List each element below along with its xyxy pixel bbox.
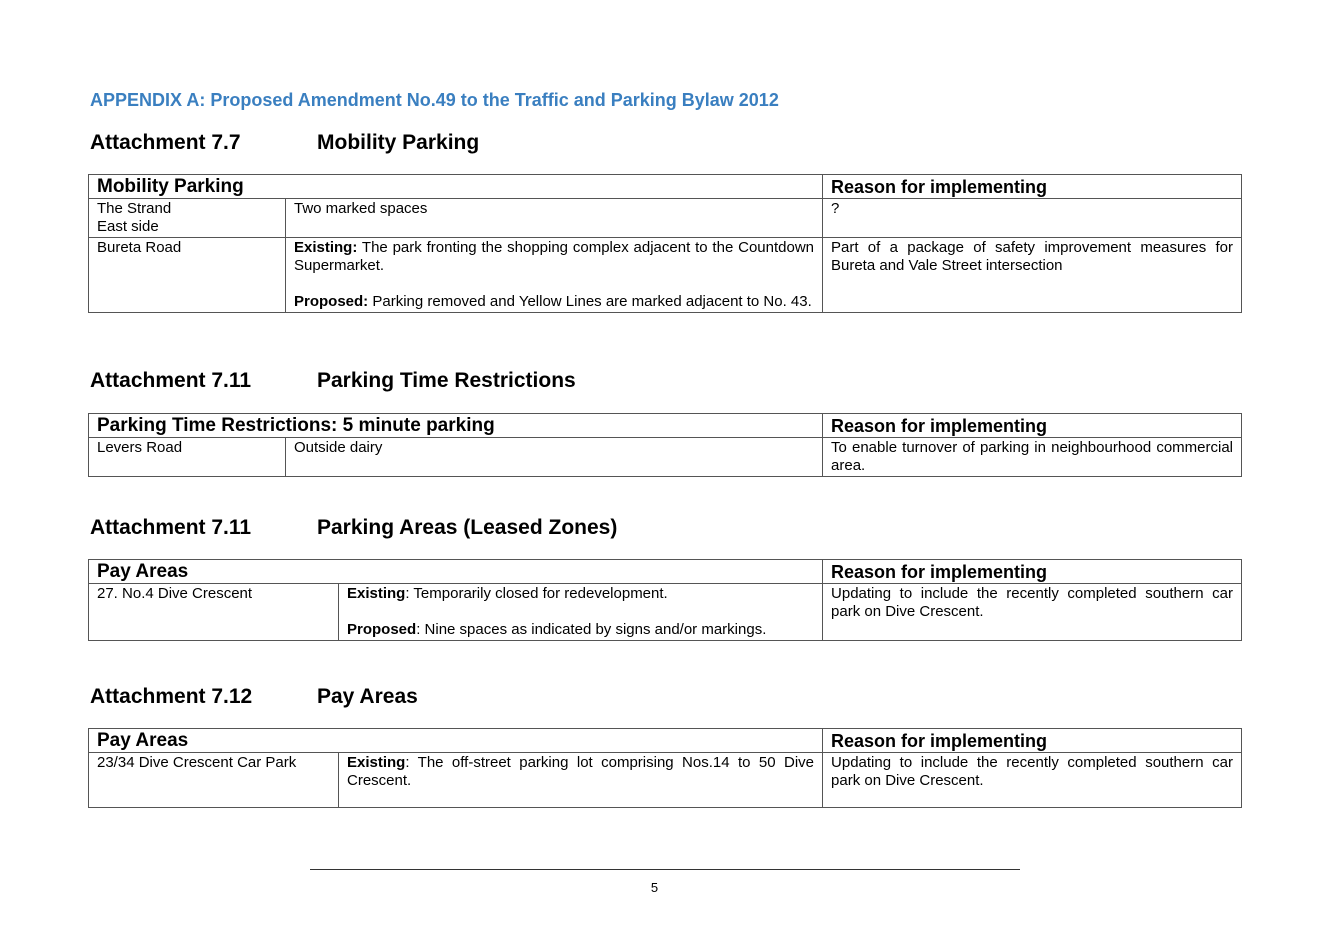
location-cell: Levers Road [89,438,286,477]
reason-cell: ? [823,199,1242,238]
proposed-text: Parking removed and Yellow Lines are marked adjacent to No. 43. [368,293,812,310]
description-cell [286,238,823,313]
table-row [89,438,1242,477]
description-cell [339,753,823,808]
table-row [89,753,1242,808]
location-line: The Strand [97,200,172,217]
reason-header: Reason for implementing [823,414,1242,438]
description-cell: Outside dairy [286,438,823,477]
mobility-parking-table [88,174,1242,313]
table-header-row [89,729,1242,753]
location-cell: 23/34 Dive Crescent Car Park [89,753,339,808]
table-row [89,199,1242,238]
location-line: East side [97,218,159,235]
section-heading-parking-areas-leased-zones [90,516,617,540]
attachment-title: Mobility Parking [317,131,480,154]
reason-cell: To enable turnover of parking in neighbourhood commercial area. [823,438,1242,477]
footer-divider [310,869,1020,870]
existing-text: : Temporarily closed for redevelopment. [405,585,668,602]
reason-header: Reason for implementing [823,560,1242,584]
proposed-text: : Nine spaces as indicated by signs and/or markings. [416,621,767,638]
location-cell: 27. No.4 Dive Crescent [89,584,339,641]
existing-paragraph [347,585,814,603]
proposed-label: Proposed [347,621,417,638]
existing-label: Existing: [294,239,358,256]
section-heading-parking-time-restrictions [90,369,576,393]
description-cell [339,584,823,641]
proposed-paragraph [347,621,814,639]
existing-paragraph [347,754,814,790]
existing-label: Existing [347,585,406,602]
page-number: 5 [650,880,659,895]
proposed-label: Proposed: [294,293,369,310]
location-cell: Bureta Road [89,238,286,313]
table-header-row [89,560,1242,584]
table-header: Pay Areas [89,729,823,753]
section-heading-pay-areas [90,685,418,709]
attachment-number: Attachment 7.12 [90,685,253,708]
table-header: Pay Areas [89,560,823,584]
table-header-row [89,414,1242,438]
table-header: Mobility Parking [89,175,823,199]
reason-cell: Updating to include the recently completed southern car park on Dive Crescent. [823,753,1242,808]
existing-text: : The off-street parking lot comprising Nos.14 to 50 Dive Crescent. [347,754,815,789]
attachment-title: Pay Areas [317,685,418,708]
table-header-row [89,175,1242,199]
table-row [89,238,1242,313]
leased-zones-table [88,559,1242,641]
attachment-title: Parking Time Restrictions [317,369,576,392]
reason-cell: Updating to include the recently completed southern car park on Dive Crescent. [823,584,1242,641]
reason-cell: Part of a package of safety improvement measures for Bureta and Vale Street intersection [823,238,1242,313]
reason-header: Reason for implementing [823,729,1242,753]
table-row [89,584,1242,641]
table-header: Parking Time Restrictions: 5 minute parking [89,414,823,438]
section-heading-mobility-parking [90,131,479,155]
parking-time-restrictions-table [88,413,1242,477]
pay-areas-table [88,728,1242,808]
existing-text: The park fronting the shopping complex adjacent to the Countdown Supermarket. [294,239,814,274]
attachment-number: Attachment 7.7 [90,131,241,154]
proposed-paragraph [294,293,814,311]
description-cell: Two marked spaces [286,199,823,238]
appendix-title: APPENDIX A: Proposed Amendment No.49 to the Traffic and Parking Bylaw 2012 [90,90,779,110]
reason-header: Reason for implementing [823,175,1242,199]
existing-paragraph [294,239,814,275]
existing-label: Existing [347,754,406,771]
attachment-title: Parking Areas (Leased Zones) [317,516,618,539]
attachment-number: Attachment 7.11 [90,369,252,392]
location-cell [89,199,286,238]
attachment-number: Attachment 7.11 [90,516,252,539]
